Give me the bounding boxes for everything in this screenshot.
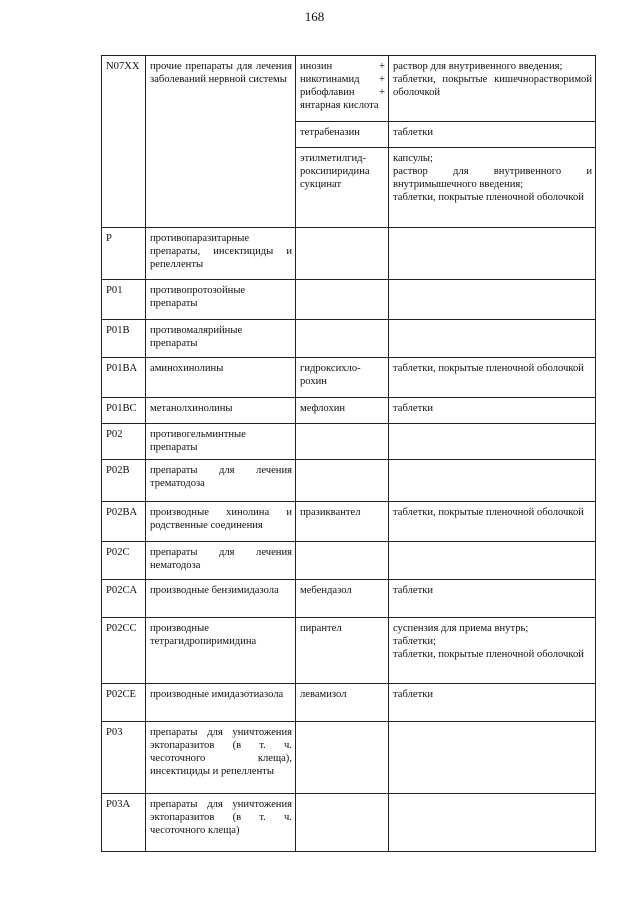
atc-code-cell: N07XX: [102, 56, 146, 228]
table-row: [102, 398, 596, 424]
dosage-form-line: капсулы;: [393, 153, 433, 164]
drug-name-line: рохин: [300, 376, 327, 387]
drug-name-line: роксипиридина: [300, 166, 370, 177]
drug-name-text: никотинамид: [300, 74, 360, 85]
drug-name-text: рибофлавин: [300, 87, 355, 98]
table-row: [102, 460, 596, 502]
atc-code-cell: P02CC: [102, 618, 146, 684]
group-name-cell: аминохинолины: [146, 358, 296, 398]
drug-name-cell: [296, 148, 389, 228]
drug-name-cell: [296, 424, 389, 460]
group-name-cell: производные тетрагидропиримидина: [146, 618, 296, 684]
table-row: [102, 722, 596, 794]
table-row: [102, 502, 596, 542]
drug-name-line: празиквантел: [300, 507, 361, 518]
dosage-form-cell: [389, 502, 596, 542]
table-row: [102, 424, 596, 460]
drug-name-line: мебендазол: [300, 585, 352, 596]
drug-name-cell: [296, 122, 389, 148]
dosage-form-line: раствор для внутривенного введения;: [393, 61, 563, 72]
table-row: [102, 358, 596, 398]
drug-name-line: гидроксихло-: [300, 363, 361, 374]
group-name-cell: метанолхинолины: [146, 398, 296, 424]
drug-name-cell: [296, 320, 389, 358]
dosage-form-line: таблетки, покрытые пленочной оболочкой: [393, 363, 584, 374]
dosage-form-cell: [389, 228, 596, 280]
dosage-form-cell: [389, 794, 596, 852]
drug-name-cell: [296, 358, 389, 398]
drug-name-cell: [296, 460, 389, 502]
drug-name-cell: [296, 684, 389, 722]
dosage-form-cell: [389, 280, 596, 320]
dosage-form-cell: [389, 580, 596, 618]
drug-name-cell: [296, 542, 389, 580]
drug-name-line: [300, 86, 385, 99]
drug-name-line: левамизол: [300, 689, 347, 700]
atc-code-cell: P01BA: [102, 358, 146, 398]
dosage-form-line: таблетки;: [393, 636, 436, 647]
dosage-form-line: таблетки: [393, 585, 434, 596]
dosage-form-cell: [389, 722, 596, 794]
table-row: [102, 794, 596, 852]
dosage-form-cell: [389, 148, 596, 228]
plus-sign: +: [379, 61, 385, 72]
drug-name-line: сукцинат: [300, 179, 342, 190]
table-row: [102, 684, 596, 722]
drug-name-cell: [296, 580, 389, 618]
dosage-form-cell: [389, 460, 596, 502]
group-name-cell: противопротозойные препараты: [146, 280, 296, 320]
dosage-form-line: раствор для внутривенного и внутримышечного введения;: [393, 166, 592, 190]
table-row: [102, 542, 596, 580]
atc-code-cell: P02CA: [102, 580, 146, 618]
group-name-cell: препараты для уничтожения эктопаразитов (в т. ч. чесоточного клеща), инсектициды и репелленты: [146, 722, 296, 794]
dosage-form-cell: [389, 358, 596, 398]
group-name-cell: производные хинолина и родственные соединения: [146, 502, 296, 542]
dosage-form-line: таблетки, покрытые пленочной оболочкой: [393, 507, 584, 518]
drug-name-line: мефлохин: [300, 403, 346, 414]
drug-name-cell: [296, 618, 389, 684]
drug-name-cell: [296, 56, 389, 122]
atc-code-cell: P02CE: [102, 684, 146, 722]
dosage-form-line: таблетки: [393, 127, 434, 138]
drug-name-text: инозин: [300, 61, 333, 72]
atc-code-cell: P01BC: [102, 398, 146, 424]
drug-name-line: янтарная кислота: [300, 100, 379, 111]
group-name-cell: производные имидазотиазола: [146, 684, 296, 722]
dosage-form-cell: [389, 618, 596, 684]
drug-name-line: [300, 60, 385, 73]
atc-code-cell: P02: [102, 424, 146, 460]
atc-code-cell: P02C: [102, 542, 146, 580]
group-name-cell: препараты для уничтожения эктопаразитов (в т. ч. чесоточного клеща): [146, 794, 296, 852]
dosage-form-cell: [389, 424, 596, 460]
table-row: [102, 280, 596, 320]
drug-name-line: тетрабеназин: [300, 127, 360, 138]
atc-code-cell: P: [102, 228, 146, 280]
atc-code-cell: P02B: [102, 460, 146, 502]
group-name-cell: производные бензимидазола: [146, 580, 296, 618]
table-row: [102, 56, 596, 122]
drug-name-line: этилметилгид-: [300, 153, 367, 164]
group-name-cell: противогельминтные препараты: [146, 424, 296, 460]
page-number: 168: [304, 9, 325, 24]
atc-code-cell: P02BA: [102, 502, 146, 542]
atc-code-cell: P03: [102, 722, 146, 794]
drug-name-cell: [296, 398, 389, 424]
dosage-form-line: таблетки, покрытые пленочной оболочкой: [393, 192, 584, 203]
table-row: [102, 228, 596, 280]
atc-code-cell: P01B: [102, 320, 146, 358]
table-body: [102, 56, 596, 852]
atc-drug-table: [101, 55, 596, 852]
table-row: [102, 580, 596, 618]
drug-name-line: пирантел: [300, 623, 342, 634]
plus-sign: +: [379, 87, 385, 98]
dosage-form-cell: [389, 320, 596, 358]
drug-name-cell: [296, 502, 389, 542]
dosage-form-line: таблетки: [393, 403, 434, 414]
table-row: [102, 618, 596, 684]
table-row: [102, 320, 596, 358]
dosage-form-line: таблетки, покрытые пленочной оболочкой: [393, 649, 584, 660]
drug-name-cell: [296, 794, 389, 852]
atc-code-cell: P01: [102, 280, 146, 320]
dosage-form-cell: [389, 122, 596, 148]
dosage-form-line: таблетки, покрытые кишечнорастворимой оболочкой: [393, 74, 592, 98]
group-name-cell: противопаразитарные препараты, инсектициды и репелленты: [146, 228, 296, 280]
plus-sign: +: [379, 74, 385, 85]
dosage-form-line: таблетки: [393, 689, 434, 700]
dosage-form-cell: [389, 684, 596, 722]
group-name-cell: противомалярийные препараты: [146, 320, 296, 358]
dosage-form-cell: [389, 56, 596, 122]
drug-name-cell: [296, 722, 389, 794]
group-name-cell: прочие препараты для лечения заболеваний нервной системы: [146, 56, 296, 228]
group-name-cell: препараты для лечения нематодоза: [146, 542, 296, 580]
dosage-form-cell: [389, 542, 596, 580]
dosage-form-cell: [389, 398, 596, 424]
drug-name-cell: [296, 228, 389, 280]
group-name-cell: препараты для лечения трематодоза: [146, 460, 296, 502]
drug-name-cell: [296, 280, 389, 320]
dosage-form-line: суспензия для приема внутрь;: [393, 623, 529, 634]
drug-name-line: [300, 73, 385, 86]
atc-code-cell: P03A: [102, 794, 146, 852]
